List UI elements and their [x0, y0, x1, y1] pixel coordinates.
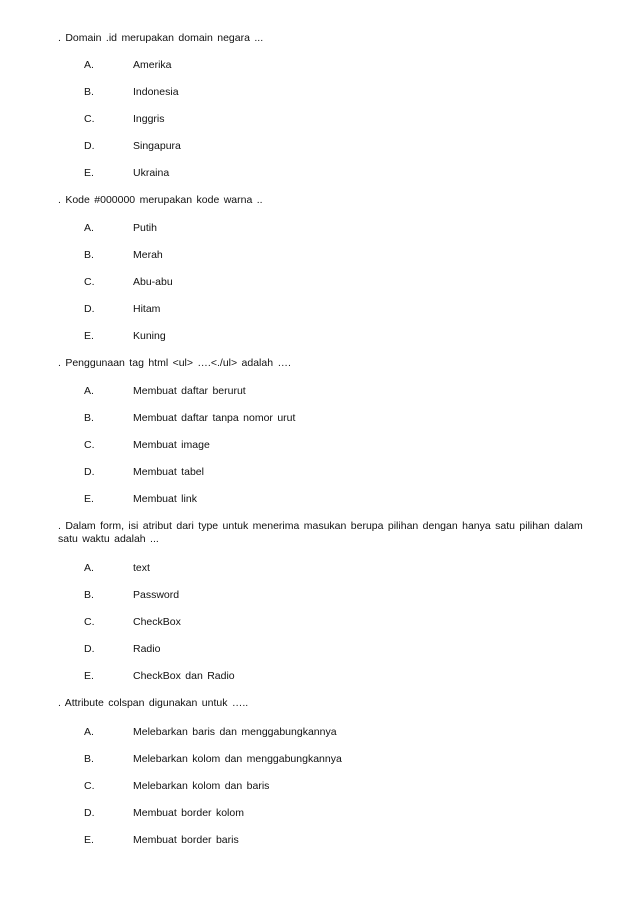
question-text: . Dalam form, isi atribut dari type untuk menerima masukan berupa pilihan dengan hanya satu pilihan dalam satu waktu adalah ...	[58, 520, 583, 545]
question-text: . Domain .id merupakan domain negara ...	[58, 32, 264, 44]
option-text: Amerika	[133, 59, 172, 71]
option-3d	[84, 466, 204, 479]
option-4c	[84, 616, 181, 629]
option-1e	[84, 167, 169, 180]
option-text: Inggris	[133, 113, 165, 125]
option-2d	[84, 303, 160, 316]
question-4	[58, 520, 598, 546]
option-letter: E.	[84, 834, 94, 846]
option-letter: A.	[84, 222, 94, 234]
option-text: Kuning	[133, 330, 166, 342]
option-letter: D.	[84, 140, 95, 152]
option-5b	[84, 753, 342, 766]
option-text: CheckBox	[133, 616, 181, 628]
option-4a	[84, 562, 150, 575]
option-4b	[84, 589, 179, 602]
option-1d	[84, 140, 181, 153]
option-text: Hitam	[133, 303, 161, 315]
option-2c	[84, 276, 173, 289]
question-text: . Attribute colspan digunakan untuk …..	[58, 697, 249, 709]
question-1	[58, 32, 598, 45]
option-text: Singapura	[133, 140, 181, 152]
question-text: . Kode #000000 merupakan kode warna ..	[58, 194, 263, 206]
option-4e	[84, 670, 235, 683]
question-3	[58, 357, 598, 370]
option-4d	[84, 643, 160, 656]
option-3b	[84, 412, 295, 425]
option-letter: D.	[84, 303, 95, 315]
option-text: Abu-abu	[133, 276, 173, 288]
option-letter: B.	[84, 753, 94, 765]
option-5c	[84, 780, 269, 793]
option-text: Melebarkan kolom dan baris	[133, 780, 270, 792]
question-2	[58, 194, 598, 207]
option-letter: A.	[84, 59, 94, 71]
option-letter: D.	[84, 466, 95, 478]
option-5e	[84, 834, 239, 847]
question-5	[58, 697, 598, 710]
option-letter: D.	[84, 807, 95, 819]
option-text: Membuat daftar berurut	[133, 385, 246, 397]
option-2b	[84, 249, 163, 262]
option-letter: C.	[84, 439, 95, 451]
option-5a	[84, 726, 337, 739]
option-3e	[84, 493, 197, 506]
option-letter: C.	[84, 113, 95, 125]
option-letter: C.	[84, 276, 95, 288]
option-text: CheckBox dan Radio	[133, 670, 235, 682]
option-text: text	[133, 562, 150, 574]
option-5d	[84, 807, 244, 820]
option-text: Putih	[133, 222, 157, 234]
option-text: Membuat border kolom	[133, 807, 244, 819]
option-text: Membuat daftar tanpa nomor urut	[133, 412, 296, 424]
option-text: Radio	[133, 643, 161, 655]
option-letter: E.	[84, 670, 94, 682]
option-text: Membuat tabel	[133, 466, 204, 478]
option-3c	[84, 439, 210, 452]
option-text: Password	[133, 589, 180, 601]
option-letter: B.	[84, 589, 94, 601]
option-1a	[84, 59, 172, 72]
option-2a	[84, 222, 157, 235]
option-text: Membuat image	[133, 439, 210, 451]
option-letter: A.	[84, 562, 94, 574]
option-text: Melebarkan kolom dan menggabungkannya	[133, 753, 342, 765]
option-text: Merah	[133, 249, 163, 261]
option-text: Ukraina	[133, 167, 170, 179]
option-letter: B.	[84, 86, 94, 98]
option-text: Membuat border baris	[133, 834, 239, 846]
option-letter: A.	[84, 726, 94, 738]
option-text: Membuat link	[133, 493, 197, 505]
option-letter: B.	[84, 249, 94, 261]
option-text: Indonesia	[133, 86, 179, 98]
option-text: Melebarkan baris dan menggabungkannya	[133, 726, 337, 738]
option-letter: C.	[84, 616, 95, 628]
option-2e	[84, 330, 166, 343]
option-letter: E.	[84, 493, 94, 505]
option-3a	[84, 385, 246, 398]
option-letter: C.	[84, 780, 95, 792]
option-1b	[84, 86, 179, 99]
option-letter: B.	[84, 412, 94, 424]
option-letter: D.	[84, 643, 95, 655]
question-text: . Penggunaan tag html <ul> ….<./ul> adalah ….	[58, 357, 291, 369]
option-letter: E.	[84, 330, 94, 342]
option-letter: A.	[84, 385, 94, 397]
option-1c	[84, 113, 165, 126]
option-letter: E.	[84, 167, 94, 179]
